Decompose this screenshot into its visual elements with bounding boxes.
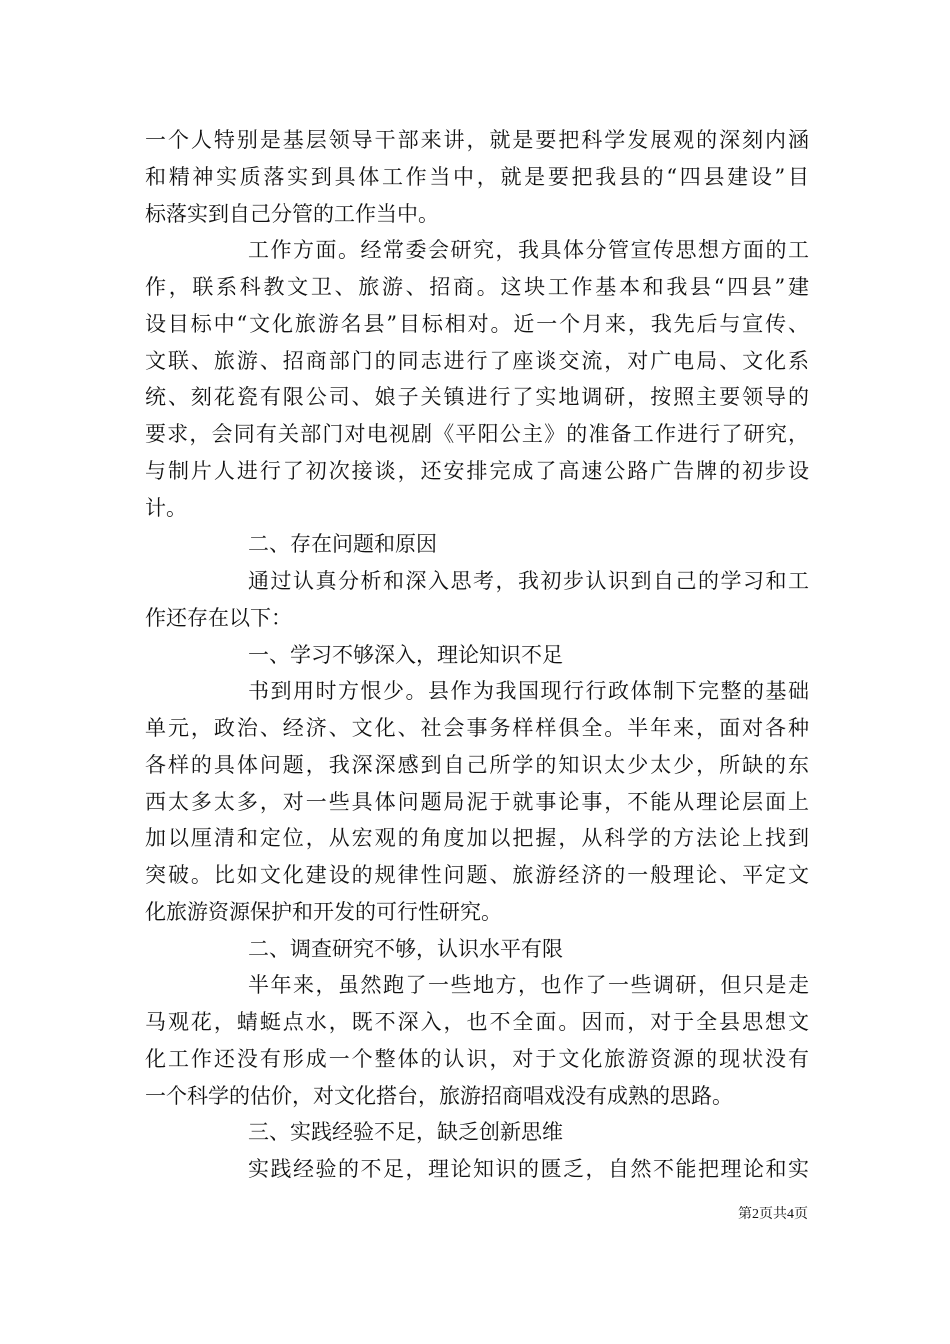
text-line: 工作方面。经常委会研究，我具体分管宣传思想方面的工 (248, 238, 809, 263)
text-line: 单元，政治、经济、文化、社会事务样样俱全。半年来，面对各种 (145, 716, 809, 740)
text-line: 计。 (145, 495, 187, 520)
paragraph (145, 232, 809, 526)
text-line: 一个科学的估价，对文化搭台，旅游招商唱戏没有成熟的思路。 (145, 1083, 733, 1108)
text-line: 各样的具体问题，我深深感到自己所学的知识太少太少，所缺的东 (145, 752, 809, 777)
paragraph (145, 967, 809, 1114)
text-line: 书到用时方恨少。县作为我国现行行政体制下完整的基础 (248, 679, 809, 704)
section-heading (145, 931, 809, 968)
text-line: 化工作还没有形成一个整体的认识，对于文化旅游资源的现状没有 (145, 1046, 809, 1071)
text-line: 与制片人进行了初次接谈，还安排完成了高速公路广告牌的初步设 (145, 458, 809, 483)
text-line: 马观花，蜻蜓点水，既不深入，也不全面。因而，对于全县思想文 (145, 1010, 809, 1034)
paragraph (145, 673, 809, 930)
paragraph (145, 122, 809, 232)
text-line: 三、实践经验不足，缺乏创新思维 (248, 1120, 563, 1145)
text-line: 统、刻花瓷有限公司、娘子关镇进行了实地调研，按照主要领导的 (145, 385, 809, 410)
section-heading (145, 526, 809, 563)
text-line: 加以厘清和定位，从宏观的角度加以把握，从科学的方法论上找到 (145, 826, 809, 851)
text-line: 二、存在问题和原因 (248, 532, 437, 557)
paragraph (145, 563, 809, 637)
text-line: 作，联系科教文卫、旅游、招商。这块工作基本和我县“四县”建 (145, 275, 809, 299)
text-line: 标落实到自己分管的工作当中。 (145, 201, 439, 226)
text-line: 作还存在以下： (145, 605, 292, 630)
section-heading (145, 1114, 809, 1151)
page-number: 第2页共4页 (738, 1207, 808, 1222)
text-line: 西太多太多，对一些具体问题局泥于就事论事，不能从理论层面上 (145, 789, 809, 814)
text-line: 一个人特别是基层领导干部来讲，就是要把科学发展观的深刻内涵 (145, 128, 809, 152)
text-line: 通过认真分析和深入思考，我初步认识到自己的学习和工 (248, 569, 809, 593)
section-heading (145, 637, 809, 674)
text-line: 设目标中“文化旅游名县”目标相对。近一个月来，我先后与宣传、 (145, 311, 809, 336)
text-line: 文联、旅游、招商部门的同志进行了座谈交流，对广电局、文化系 (145, 348, 809, 373)
text-line: 半年来，虽然跑了一些地方，也作了一些调研，但只是走 (248, 973, 809, 998)
text-line: 和精神实质落实到具体工作当中，就是要把我县的“四县建设”目 (145, 164, 809, 189)
text-line: 突破。比如文化建设的规律性问题、旅游经济的一般理论、平定文 (145, 863, 809, 887)
text-line: 二、调查研究不够，认识水平有限 (248, 936, 563, 961)
paragraph (145, 1151, 809, 1188)
document-body (145, 122, 809, 1188)
text-line: 一、学习不够深入，理论知识不足 (248, 642, 563, 667)
text-line: 要求，会同有关部门对电视剧《平阳公主》的准备工作进行了研究， (145, 422, 809, 446)
text-line: 实践经验的不足，理论知识的匮乏，自然不能把理论和实 (248, 1157, 809, 1181)
text-line: 化旅游资源保护和开发的可行性研究。 (145, 899, 502, 924)
